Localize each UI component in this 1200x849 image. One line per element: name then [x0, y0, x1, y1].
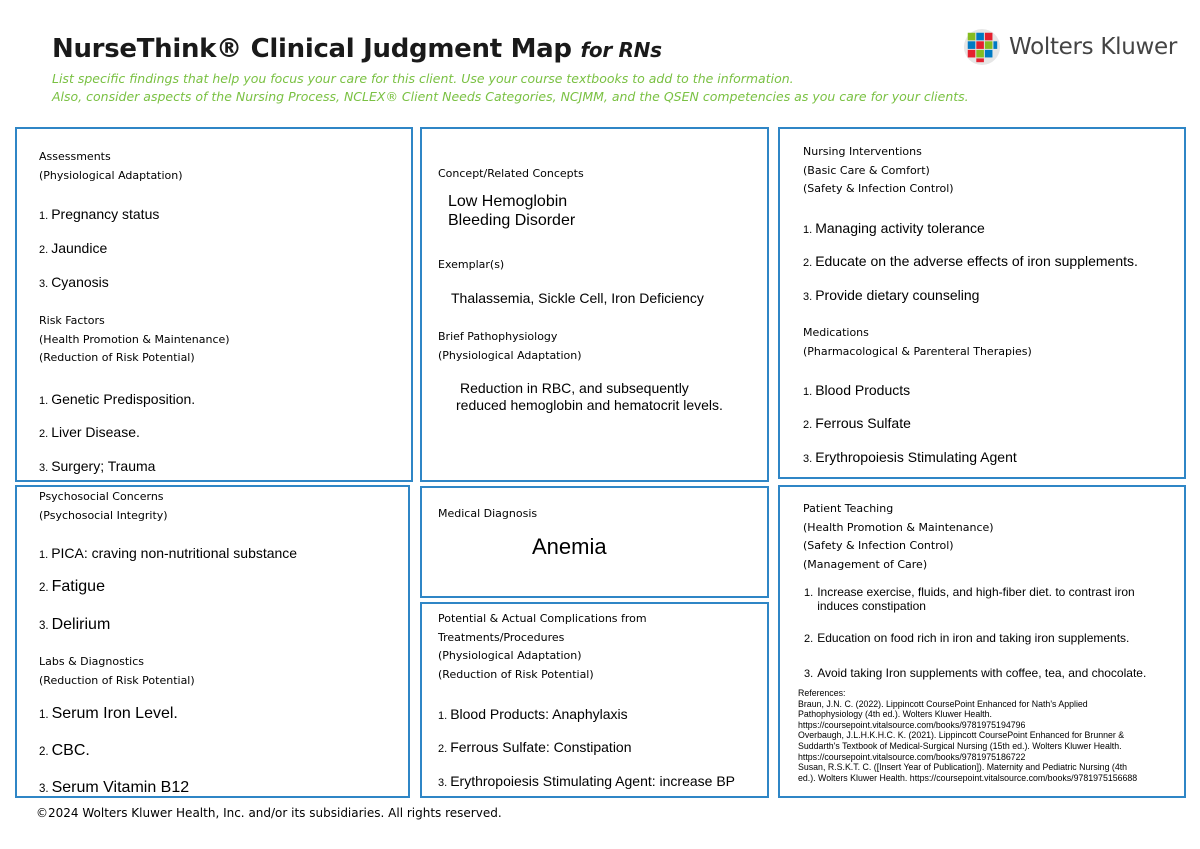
list-item: 3. Serum Vitamin B12 [39, 779, 190, 796]
interventions-box [778, 127, 1186, 479]
list-item: 2. CBC. [39, 742, 90, 759]
list-item: 2. Jaundice [39, 240, 108, 256]
complications-box [420, 602, 769, 798]
list-item: 1. Genetic Predisposition. [39, 391, 196, 407]
concepts-box [420, 127, 769, 482]
brand-logo [963, 28, 1177, 66]
pathophysiology-heading: Brief Pathophysiology (Physiological Adaptation) [438, 330, 582, 362]
copyright: ©2024 Wolters Kluwer Health, Inc. and/or its subsidiaries. All rights reserved. [36, 806, 502, 820]
list-item: 3. Provide dietary counseling [803, 287, 980, 303]
page-title-suffix: for RNs [580, 38, 662, 62]
list-item: 1. Managing activity tolerance [803, 220, 985, 236]
exemplar-title: Exemplar(s) [438, 258, 505, 271]
assessments-category: (Physiological Adaptation) [39, 168, 183, 182]
diagnosis-box [420, 486, 769, 598]
concepts-title: Concept/Related Concepts [438, 167, 584, 180]
interventions-title: Nursing Interventions [803, 145, 922, 158]
assessments-box [15, 127, 413, 482]
list-item: 1. Serum Iron Level. [39, 705, 178, 722]
list-item: 1. Blood Products [803, 382, 911, 398]
teaching-title: Patient Teaching [803, 502, 894, 515]
list-item: 3. Surgery; Trauma [39, 458, 156, 474]
list-item: 2. Liver Disease. [39, 424, 140, 440]
list-item: 3. Erythropoiesis Stimulating Agent [803, 449, 1017, 465]
list-item: 1. Pregnancy status [39, 206, 160, 222]
list-item: 3. Cyanosis [39, 274, 109, 290]
medications-title: Medications [803, 326, 869, 339]
medications-heading: Medications (Pharmacological & Parenteral Therapies) [803, 326, 1032, 358]
risk-factors-title: Risk Factors [39, 314, 105, 327]
teaching-heading: Patient Teaching (Health Promotion & Maintenance) (Safety & Infection Control) (Management of Care) [803, 502, 994, 571]
diagnosis-value: Anemia [532, 534, 607, 559]
labs-heading: Labs & Diagnostics (Reduction of Risk Potential) [39, 655, 195, 687]
list-item: 1. PICA: craving non-nutritional substance [39, 545, 298, 561]
list-item: 2. Ferrous Sulfate: Constipation [438, 739, 632, 755]
assessments-heading [39, 148, 183, 185]
list-item: 3. Delirium [39, 616, 111, 633]
interventions-heading: Nursing Interventions (Basic Care & Comfort) (Safety & Infection Control) [803, 145, 954, 195]
page-title-main: NurseThink® Clinical Judgment Map [52, 34, 572, 64]
instructions [52, 70, 1052, 106]
list-item: 2. Education on food rich in iron and taking iron supplements. [804, 631, 1130, 645]
list-item: 2. Fatigue [39, 578, 105, 595]
list-item: 1. Increase exercise, fluids, and high-fiber diet. to contrast iron induces constipation [804, 585, 1135, 613]
list-item: 3. Erythropoiesis Stimulating Agent: increase BP [438, 773, 735, 789]
risk-factors-heading: Risk Factors (Health Promotion & Maintenance) (Reduction of Risk Potential) [39, 314, 230, 364]
page-title [52, 34, 662, 64]
psychosocial-heading: Psychosocial Concerns (Psychosocial Integrity) [39, 490, 168, 522]
exemplar-value: Thalassemia, Sickle Cell, Iron Deficiency [451, 290, 704, 306]
teaching-box [778, 485, 1186, 798]
logo-text: Wolters Kluwer [1009, 34, 1178, 60]
list-item: 1. Blood Products: Anaphylaxis [438, 706, 628, 722]
list-item: 3. Avoid taking Iron supplements with coffee, tea, and chocolate. [804, 666, 1147, 680]
list-item: 2. Educate on the adverse effects of iron supplements. [803, 253, 1138, 269]
concepts-values: Low Hemoglobin Bleeding Disorder [448, 193, 576, 229]
references: References: Braun, J.N. C. (2022). Lippincott CoursePoint Enhanced for Nath's Applied Pathophysiology (4th ed.). Wolters Kluwer Health. https://coursepoint.vitalsource.com/books/9781975194796 Overbaugh, J.L.H.K.H.C. K. (2021). Lippincott CoursePoint Enhanced for Brunner & Suddarth's Textbook of Medical-Surgical Nursing (15th ed.). Wolters Kluwer Health. https://coursepoint.vitalsource.com/books/9781975186722 Susan, R.S.K.T. C. ([Insert Year of Publication]). Maternity and Pediatric Nursing (4th ed.). Wolters Kluwer Health. https://coursepoint.vitalsource.com/books/9781975156688 [798, 688, 1138, 783]
complications-heading: Potential & Actual Complications from Treatments/Procedures (Physiological Adaptation) (Reduction of Risk Potential) [438, 612, 647, 681]
instruction-line-2: Also, consider aspects of the Nursing Process, NCLEX® Client Needs Categories, NCJMM, and the QSEN competencies as you care for your clients. [52, 89, 969, 104]
psychosocial-box [15, 485, 410, 798]
list-item: 2. Ferrous Sulfate [803, 415, 911, 431]
diagnosis-title: Medical Diagnosis [438, 507, 538, 520]
references-title: References: [798, 688, 846, 698]
labs-title: Labs & Diagnostics [39, 655, 144, 668]
instruction-line-1: List specific findings that help you focus your care for this client. Use your course textbooks to add to the information. [52, 71, 794, 86]
wolters-kluwer-globe-icon [963, 28, 1001, 66]
assessments-title: Assessments [39, 150, 111, 163]
psychosocial-title: Psychosocial Concerns [39, 490, 164, 503]
pathophysiology-value: Reduction in RBC, and subsequently reduced hemoglobin and hematocrit levels. [456, 380, 723, 413]
